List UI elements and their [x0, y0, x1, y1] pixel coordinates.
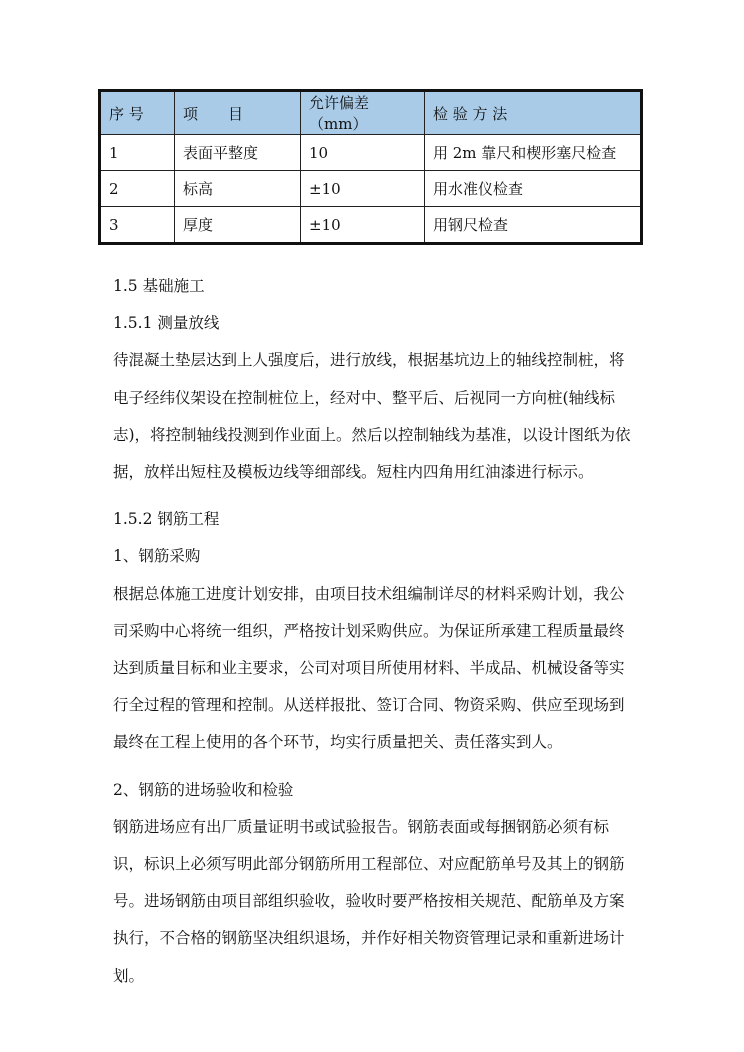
cell: 标高 [175, 171, 301, 207]
cell: 表面平整度 [175, 135, 301, 171]
cell: 10 [301, 135, 425, 171]
section-heading: 1.5 基础施工 [113, 277, 205, 295]
header-cell: 序 号 [100, 91, 175, 135]
document-body [113, 268, 635, 995]
header-cell: 允许偏差（mm） [301, 91, 425, 135]
cell: 1 [100, 135, 175, 171]
cell: ±10 [301, 207, 425, 244]
cell: 用水准仪检查 [425, 171, 642, 207]
cell: 用钢尺检查 [425, 207, 642, 244]
table-header-row [100, 91, 642, 135]
section-heading: 1、钢筋采购 [113, 547, 201, 566]
paragraph: 根据总体施工进度计划安排，由项目技术组编制详尽的材料采购计划，我公司采购中心将统一组织，严格按计划采购供应。为保证所承建工程质量最终达到质量目标和业主要求，公司对项目所使用材料、半成品、机械设备等实行全过程的管理和控制。从送样报批、签订合同、物资采购、供应至现场到最终在工程上使用的各个环节，均实行质量把关、责任落实到人。 [113, 584, 625, 752]
cell: ±10 [301, 171, 425, 207]
paragraph: 钢筋进场应有出厂质量证明书或试验报告。钢筋表面或每捆钢筋必须有标识，标识上必须写明此部分钢筋所用工程部位、对应配筋单号及其上的钢筋号。进场钢筋由项目部组织验收，验收时要严格按相关规范、配筋单及方案执行，不合格的钢筋坚决组织退场，并作好相关物资管理记录和重新进场计划。 [113, 817, 625, 985]
section-heading: 2、钢筋的进场验收和检验 [113, 780, 294, 799]
paragraph: 待混凝土垫层达到上人强度后，进行放线，根据基坑边上的轴线控制桩，将电子经纬仪架设在控制桩位上，经对中、整平后、后视同一方向桩(轴线标志)，将控制轴线投测到作业面上。然后以控制轴线为基准，以设计图纸为依据，放样出短柱及模板边线等细部线。短柱内四角用红油漆进行标示。 [113, 351, 631, 482]
header-cell: 检 验 方 法 [425, 91, 642, 135]
cell: 3 [100, 207, 175, 244]
table-row [100, 135, 642, 171]
cell: 2 [100, 171, 175, 207]
cell: 用 2m 靠尺和楔形塞尺检查 [425, 135, 642, 171]
cell: 厚度 [175, 207, 301, 244]
table-row [100, 207, 642, 244]
table-row [100, 171, 642, 207]
header-cell: 项 目 [175, 91, 301, 135]
section-heading: 1.5.1 测量放线 [113, 314, 220, 333]
section-heading: 1.5.2 钢筋工程 [113, 510, 220, 529]
tolerance-table [98, 89, 643, 245]
